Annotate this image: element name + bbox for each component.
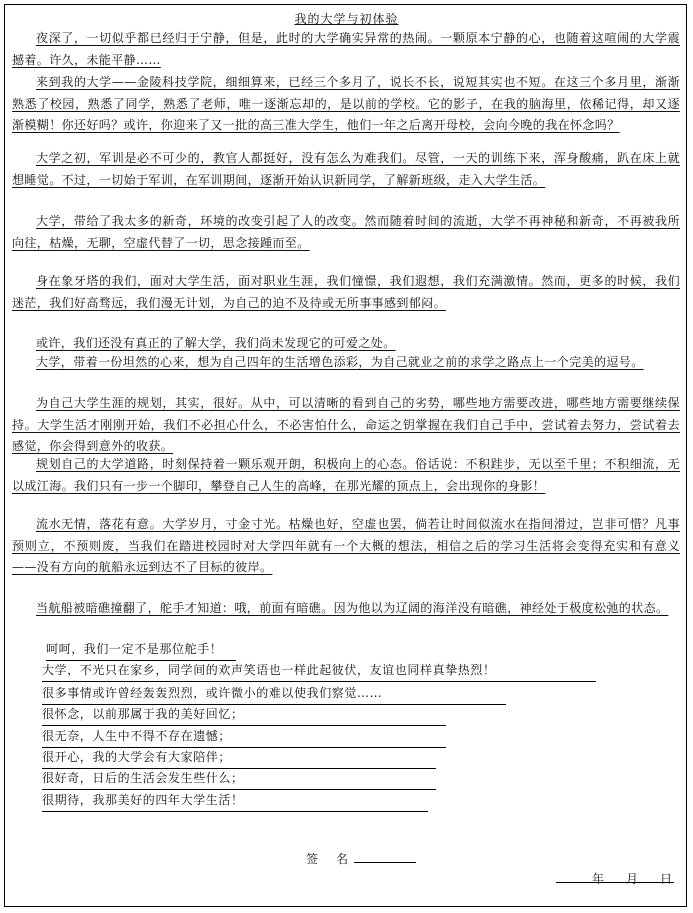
paragraph-2-text: 来到我的大学——金陵科技学院，细细算来，已经三个多月了，说长不长，说短其实也不短。在这三个多月里，渐渐熟悉了校园，熟悉了同学，熟悉了老师，唯一逐渐忘却的，是以前的学校。它的影子，在我的脑海里，依稀记得，却又逐渐模糊！你还好吗？或许，你迎来了又一批的高三准大学生，他们一年之后离开母校，会向今晚的我在怀念吗？: [12, 75, 680, 132]
paragraph-4-text: 大学，带给了我太多的新奇，环境的改变引起了人的改变。然而随着时间的流逝，大学不再神秘和新奇，不再被我所向往，枯燥，无聊，空虚代替了一切，思念接踵而至。: [12, 214, 680, 250]
paragraph-1: [12, 28, 680, 71]
paragraph-3: [12, 148, 680, 191]
line-7: 很好奇，日后的生活会发生些什么；: [42, 770, 436, 790]
line-6: 很开心，我的大学会有大家陪伴；: [42, 749, 436, 769]
paragraph-7-text: 大学，带着一份坦然的心来，想为自己四年的生活增色添彩，为自己就业之前的求学之路点上一个完美的逗号。: [36, 355, 644, 369]
date-year: 年: [592, 872, 605, 886]
paragraph-3-text: 大学之初，军训是必不可少的，教官人都挺好，没有怎么为难我们。尽管，一天的训练下来，浑身酸痛，趴在床上就想睡觉。不过，一切始于军训，在军训期间，逐渐开始认识新同学，了解新班级，走入大学生活。: [12, 151, 680, 187]
paragraph-9: [12, 454, 680, 497]
date-day: 日: [660, 872, 673, 886]
paragraph-8-text: 为自己大学生涯的规划，其实，很好。从中，可以清晰的看到自己的劣势，哪些地方需要改进，哪些地方需要继续保持。大学生活才刚刚开始，我们不必担心什么，不必害怕什么，命运之钥掌握在我们自己手中，尝试着去努力，尝试着去感觉，你会得到意外的收获。: [12, 396, 680, 453]
paragraph-2: [12, 72, 680, 137]
paragraph-1-text: 夜深了，一切似乎都已经归于宁静，但是，此时的大学确实异常的热闹。一颗原本宁静的心，也随着这喧闹的大学震撼着。许久，未能平静……: [12, 31, 680, 67]
line-1: 呵呵，我们一定不是那位舵手！: [46, 641, 236, 661]
signature-label: 签名: [306, 852, 367, 866]
line-3: 很多事情或许曾经轰轰烈烈，或许微小的难以使我们察觉……: [42, 685, 506, 705]
paragraph-5: [12, 271, 680, 314]
line-5: 很无奈，人生中不得不存在遗憾；: [42, 728, 446, 748]
signature-line[interactable]: [354, 862, 416, 863]
paragraph-5-text: 身在象牙塔的我们，面对大学生活，面对职业生涯，我们憧憬，我们遐想，我们充满激情。然而，更多的时候，我们迷茫，我们好高骛远，我们漫无计划，为自己的迫不及待或无所事事感到郁闷。: [12, 274, 680, 310]
document-title: 我的大学与初体验: [294, 12, 399, 26]
paragraph-10: [12, 514, 680, 579]
paragraph-7: [12, 352, 680, 374]
paragraph-8: [12, 393, 680, 458]
line-4: 很怀念，以前那属于我的美好回忆；: [42, 706, 446, 726]
paragraph-4: [12, 211, 680, 254]
date-line[interactable]: [556, 882, 674, 883]
line-8: 很期待，我那美好的四年大学生活！: [42, 792, 428, 812]
paragraph-11-text: 当航船被暗礁撞翻了，舵手才知道：哦，前面有暗礁。因为他以为辽阔的海洋没有暗礁，神经处于极度松弛的状态。: [36, 601, 669, 615]
paragraph-10-text: 流水无情，落花有意。大学岁月，寸金寸光。枯燥也好，空虚也罢，倘若让时间似流水在指间滑过，岂非可惜？凡事预则立，不预则废，当我们在踏进校园时对大学四年就有一个大概的想法，相信之后的学习生活将会变得充实和有意义——没有方向的航船永远到达不了目标的彼岸。: [12, 517, 680, 574]
date-month: 月: [626, 872, 639, 886]
paragraph-6-text: 或许，我们还没有真正的了解大学，我们尚未发现它的可爱之处。: [36, 336, 396, 350]
line-2: 大学，不光只在家乡，同学间的欢声笑语也一样此起彼伏，友谊也同样真挚热烈！: [42, 662, 596, 682]
paragraph-9-text: 规划自己的大学道路，时刻保持着一颗乐观开朗，积极向上的心态。俗话说：不积跬步，无以至千里；不积细流，无以成江海。我们只有一步一个脚印，攀登自己人生的高峰，在那光耀的顶点上，会出现你的身影！: [12, 457, 680, 493]
paragraph-11: [12, 598, 680, 620]
